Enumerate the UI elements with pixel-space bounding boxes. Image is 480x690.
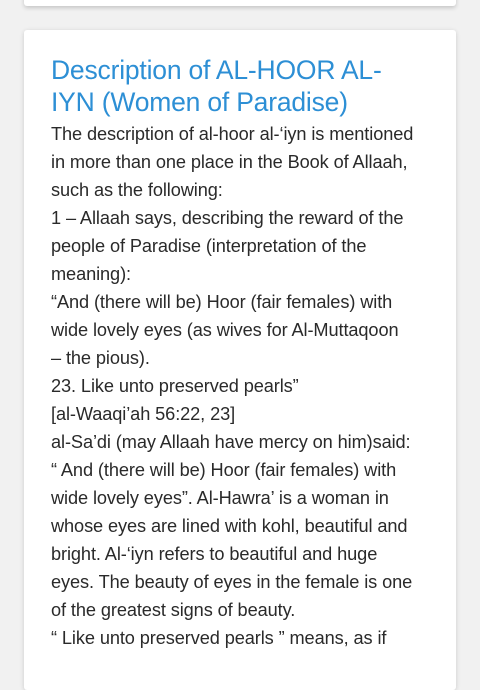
- commentary-line: bright. Al-‘iyn refers to beautiful and huge: [51, 544, 378, 564]
- article-body-line: people of Paradise (interpretation of the: [51, 236, 367, 256]
- commentary-line: eyes. The beauty of eyes in the female is one: [51, 572, 413, 592]
- commentary-line: whose eyes are lined with kohl, beautiful and: [51, 516, 408, 536]
- commentary-line: of the greatest signs of beauty.: [51, 600, 296, 620]
- article-body-line: The description of al-hoor al-‘iyn is mentioned: [51, 124, 414, 144]
- quote-line: – the pious).: [51, 348, 150, 368]
- citation-line: [al-Waaqi’ah 56:22, 23]: [51, 404, 236, 424]
- commentary-line: “ Like unto preserved pearls ” means, as if: [51, 628, 387, 648]
- quote-line: “And (there will be) Hoor (fair females) with: [51, 292, 393, 312]
- article-body-line: meaning):: [51, 264, 131, 284]
- quote-line: 23. Like unto preserved pearls”: [51, 376, 299, 396]
- article-title-line: IYN (Women of Paradise): [51, 87, 348, 117]
- commentary-line: al-Sa’di (may Allaah have mercy on him)said:: [51, 432, 411, 452]
- article-body: [51, 120, 430, 652]
- article-body-line: in more than one place in the Book of Allaah,: [51, 152, 408, 172]
- article-card: [24, 30, 456, 690]
- commentary-line: “ And (there will be) Hoor (fair females) with: [51, 460, 397, 480]
- article-body-line: such as the following:: [51, 180, 223, 200]
- quote-line: wide lovely eyes (as wives for Al-Muttaqoon: [51, 320, 399, 340]
- article-title: [51, 54, 430, 118]
- article-body-line: 1 – Allaah says, describing the reward of the: [51, 208, 404, 228]
- commentary-line: wide lovely eyes”. Al-Hawra’ is a woman in: [51, 488, 389, 508]
- article-title-line: Description of AL-HOOR AL-: [51, 55, 382, 85]
- previous-card: [24, 0, 456, 6]
